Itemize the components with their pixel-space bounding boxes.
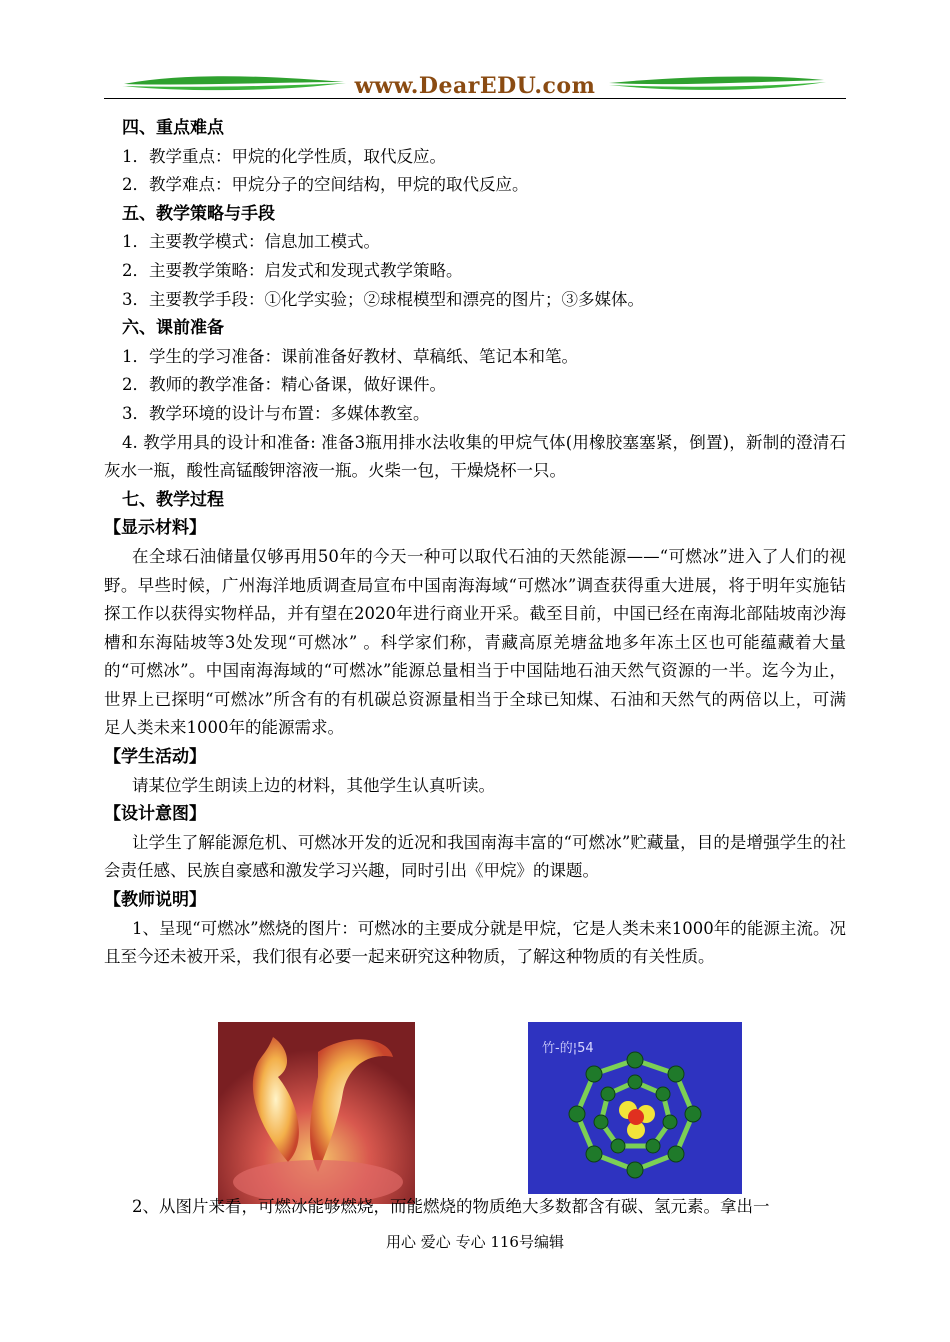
- section-6-item-2: 2．教师的教学准备：精心备课，做好课件。: [122, 375, 446, 395]
- header-logo: [104, 62, 846, 100]
- block-show-material-label: 【显示材料】: [104, 518, 206, 539]
- image-row: [0, 1022, 950, 1204]
- block-design-intent-text: 让学生了解能源危机、可燃冰开发的近况和我国南海丰富的“可燃冰”贮藏量，目的是增强学生的社会责任感、民族自豪感和激发学习兴趣，同时引出《甲烷》的课题。: [104, 832, 846, 881]
- logo-text: www.DearEDU.com: [354, 73, 596, 99]
- block-show-material-text: 在全球石油储量仅够再用50年的今天一种可以取代石油的天然能源——“可燃冰”进入了人们的视野。早些时候，广州海洋地质调查局宣布中国南海海域“可燃冰”调查获得重大进展，将于明年实施钻探工作以获得实物样品，并有望在2020年进行商业开采。截至目前，中国已经在南海北部陆坡南沙海槽和东海陆坡等3处发现“可燃冰” 。科学家们称，青藏高原羌塘盆地多年冻土区也可能蕴藏着大量的“可燃冰”。中国南海海域的“可燃冰”能源总量相当于中国陆地石油天然气资源的一半。迄今为止，世界上已探明“可燃冰”所含有的有机碳总资源量相当于全球已知煤、石油和天然气的两倍以上，可满足人类未来1000年的能源需求。: [104, 546, 846, 738]
- block-design-intent-label: 【设计意图】: [104, 804, 206, 825]
- section-4-item-2: 2．教学难点：甲烷分子的空间结构，甲烷的取代反应。: [122, 175, 529, 195]
- page-footer: 用心 爱心 专心 116号编辑: [386, 1233, 564, 1251]
- block-teacher-notes-text: 1、呈现“可燃冰”燃烧的图片：可燃冰的主要成分就是甲烷，它是人类未来1000年的能源主流。况且至今还未被开采，我们很有必要一起来研究这种物质，了解这种物质的有关性质。: [104, 918, 846, 967]
- block-teacher-notes-text-2: 2、从图片来看，可燃冰能够燃烧，而能燃烧的物质绝大多数都含有碳、氢元素。拿出一: [132, 1197, 770, 1216]
- section-6-item-4: 4. 教学用具的设计和准备: 准备3瓶用排水法收集的甲烷气体(用橡胶塞塞紧，倒置)，新制的澄清石灰水一瓶，酸性高锰酸钾溶液一瓶。火柴一包，干燥烧杯一只。: [104, 432, 846, 481]
- section-5-title: 五、教学策略与手段: [122, 203, 275, 224]
- section-5-item-3: 3．主要教学手段：①化学实验；②球棍模型和漂亮的图片；③多媒体。: [122, 289, 644, 309]
- methane-clathrate-model-photo: [528, 1022, 742, 1194]
- section-5-item-2: 2．主要教学策略：启发式和发现式教学策略。: [122, 260, 463, 280]
- section-4-item-1: 1．教学重点：甲烷的化学性质，取代反应。: [122, 146, 446, 166]
- block-student-activity-label: 【学生活动】: [104, 747, 206, 768]
- image-caption-text: 竹-的¦54: [542, 1041, 594, 1056]
- burning-ice-photo: [218, 1022, 415, 1204]
- section-6-item-3: 3．教学环境的设计与布置：多媒体教室。: [122, 403, 430, 423]
- block-student-activity-text: 请某位学生朗读上边的材料，其他学生认真听读。: [132, 775, 495, 795]
- header-divider: [104, 98, 846, 99]
- document-body: [104, 114, 846, 972]
- section-4-title: 四、重点难点: [122, 118, 224, 138]
- section-6-item-1: 1．学生的学习准备：课前准备好教材、草稿纸、笔记本和笔。: [122, 346, 578, 366]
- section-5-item-1: 1．主要教学模式：信息加工模式。: [122, 232, 380, 252]
- section-6-title: 六、课前准备: [122, 318, 224, 339]
- block-teacher-notes-label: 【教师说明】: [104, 890, 206, 911]
- section-7-title: 七、教学过程: [122, 489, 224, 510]
